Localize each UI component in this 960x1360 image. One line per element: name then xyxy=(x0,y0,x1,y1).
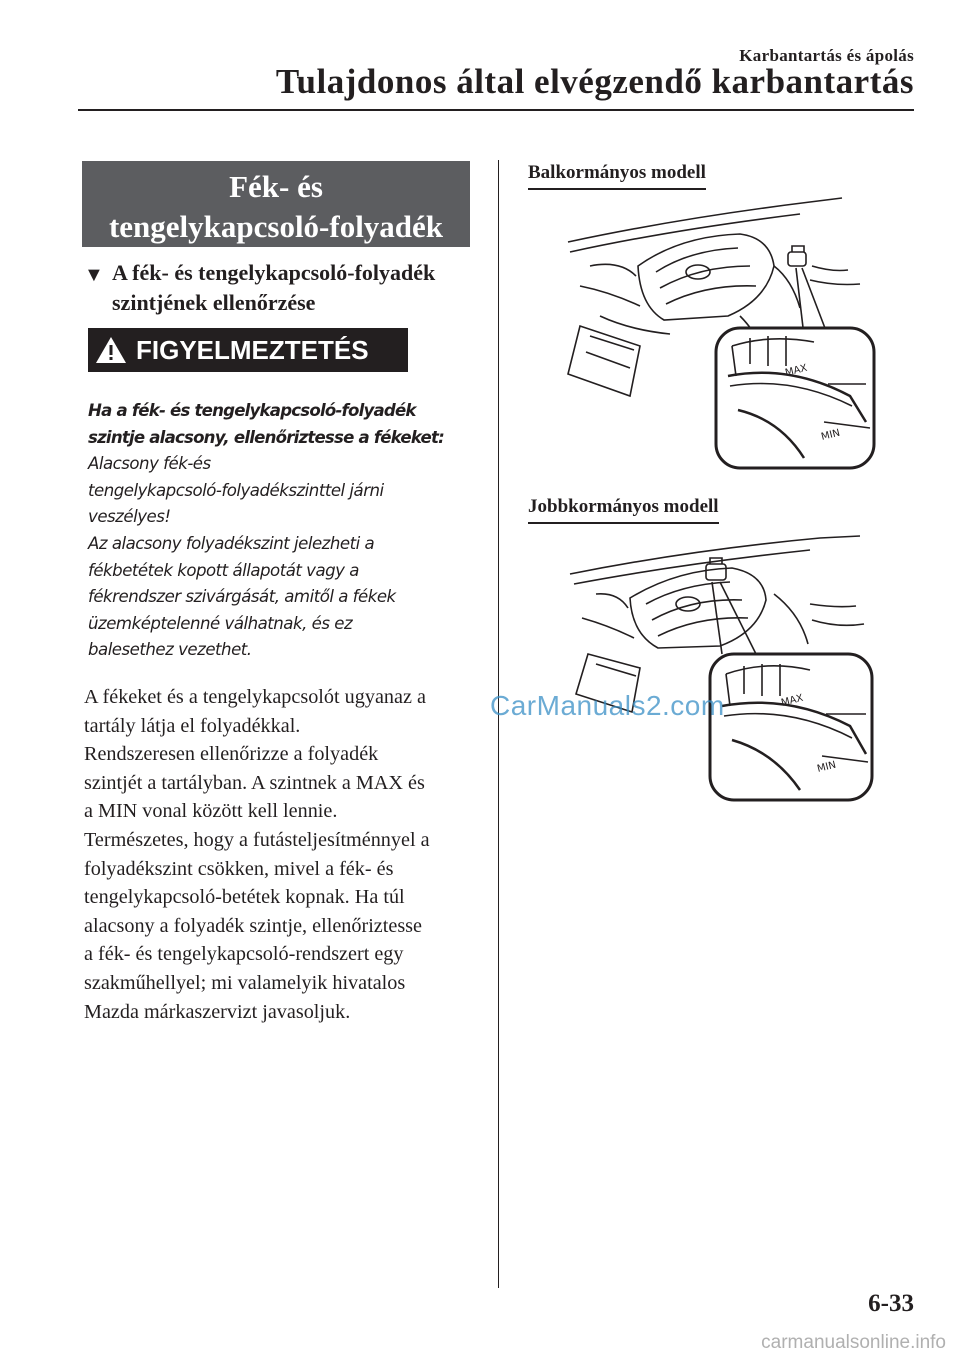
subheading-line-2: szintjének ellenőrzése xyxy=(112,290,316,315)
lhd-max-label: MAX xyxy=(784,362,809,379)
subheading-line-1: A fék- és tengelykapcsoló-folyadék xyxy=(112,260,436,285)
watermark: CarManuals2.com xyxy=(490,690,725,721)
footer-url: carmanualsonline.info xyxy=(761,1332,946,1353)
lhd-caption: Balkormányos modell xyxy=(528,162,706,190)
rhd-min-label: MIN xyxy=(816,759,838,775)
triangle-marker-icon: ▼ xyxy=(84,264,104,286)
lhd-engine-illustration xyxy=(560,196,880,476)
warning-line: Az alacsony folyadékszint jelezheti a xyxy=(88,533,375,553)
column-divider xyxy=(498,160,499,1288)
warning-banner xyxy=(88,328,408,372)
rhd-engine-illustration xyxy=(560,534,880,804)
warning-label: FIGYELMEZTETÉS xyxy=(136,334,369,365)
header-section-label: Karbantartás és ápolás xyxy=(739,46,914,65)
warning-bold-line-1: Ha a fék- és tengelykapcsoló-folyadék xyxy=(88,401,416,420)
warning-triangle-icon xyxy=(94,335,128,365)
body-line: a MIN vonal között kell lennie. xyxy=(84,800,338,823)
body-line: Természetes, hogy a futásteljesítménnyel a xyxy=(84,828,430,851)
body-line: szakműhellyel; mi valamelyik hivatalos xyxy=(84,971,406,994)
body-line: alacsony a folyadék szintje, ellenőriztesse xyxy=(84,914,423,937)
page-title: Tulajdonos által elvégzendő karbantartás xyxy=(275,62,914,101)
rhd-caption: Jobbkormányos modell xyxy=(528,496,719,524)
warning-line: balesethez vezethet. xyxy=(88,640,252,660)
page-number: 6-33 xyxy=(868,1290,914,1317)
warning-bold-line-2: szintje alacsony, ellenőriztesse a fékeket: xyxy=(88,427,444,447)
lhd-min-label: MIN xyxy=(820,427,842,443)
body-line: A fékeket és a tengelykapcsolót ugyanaz a xyxy=(84,686,426,708)
warning-line: veszélyes! xyxy=(88,507,171,527)
body-text xyxy=(84,683,484,1026)
rhd-max-label: MAX xyxy=(780,692,805,709)
section-title-line-1: Fék- és xyxy=(229,169,323,204)
warning-line: fékrendszer szivárgását, amitől a fékek xyxy=(88,587,396,607)
warning-line: tengelykapcsoló-folyadékszinttel járni xyxy=(88,480,384,500)
body-line: folyadékszint csökken, mivel a fék- és xyxy=(84,857,394,880)
header-rule xyxy=(78,109,914,111)
body-line: szintjét a tartályban. A szintnek a MAX és xyxy=(84,771,425,794)
warning-line: Alacsony fék-és xyxy=(88,454,211,474)
warning-line: üzemképtelenné válhatnak, és ez xyxy=(88,613,353,633)
section-title-box xyxy=(82,161,470,247)
body-line: a fék- és tengelykapcsoló-rendszert egy xyxy=(84,943,404,966)
body-line: tartály látja el folyadékkal. xyxy=(84,714,301,737)
body-line: Mazda márkaszervizt javasoljuk. xyxy=(84,1000,351,1023)
warning-line: fékbetétek kopott állapotát vagy a xyxy=(88,560,359,580)
warning-text xyxy=(88,398,488,664)
body-line: Rendszeresen ellenőrizze a folyadék xyxy=(84,743,379,766)
subheading xyxy=(84,258,484,318)
body-line: tengelykapcsoló-betétek kopnak. Ha túl xyxy=(84,886,405,909)
section-title-line-2: tengelykapcsoló-folyadék xyxy=(108,209,444,244)
